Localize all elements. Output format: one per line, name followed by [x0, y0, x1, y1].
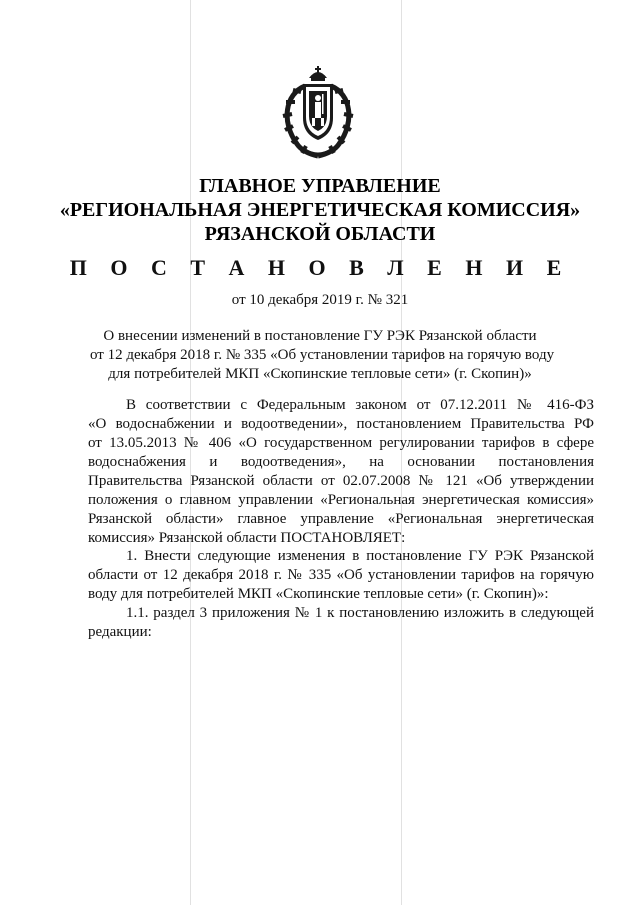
clause-line: 1.1. раздел 3 приложения № 1 к постановлению изложить в следующей — [126, 605, 594, 621]
preamble-line: от 13.05.2013 № 406 «О государственном регулировании тарифов в сфере — [88, 435, 594, 451]
clause-line: редакции: — [88, 624, 152, 640]
subject-line: для потребителей МКП «Скопинские тепловые сети» (г. Скопин)» — [108, 366, 532, 382]
preamble-line: положения о главном управлении «Региональная энергетическая комиссия» — [88, 492, 594, 508]
coat-of-arms-icon — [275, 64, 361, 160]
preamble-line: «О водоснабжении и водоотведении», постановлением Правительства РФ — [88, 416, 594, 432]
subject-line: от 12 декабря 2018 г. № 335 «Об установлении тарифов на горячую воду — [90, 347, 555, 363]
preamble-line: Рязанской области» главное управление «Региональная энергетическая — [88, 511, 594, 527]
date-and-number: от 10 декабря 2019 г. № 321 — [231, 292, 409, 308]
authority-name-line-2: «РЕГИОНАЛЬНАЯ ЭНЕРГЕТИЧЕСКАЯ КОМИССИЯ» — [59, 199, 581, 221]
subject-line: О внесении изменений в постановление ГУ РЭК Рязанской области — [103, 328, 537, 344]
authority-name-line-1: ГЛАВНОЕ УПРАВЛЕНИЕ — [199, 175, 441, 197]
document-type-title: П О С Т А Н О В Л Е Н И Е — [69, 255, 571, 280]
clause-line: области от 12 декабря 2018 г. № 335 «Об установлении тарифов на горячую — [88, 567, 594, 583]
preamble-line: В соответствии с Федеральным законом от 07.12.2011 № 416-ФЗ — [126, 397, 594, 413]
preamble-line: Правительства Рязанской области от 02.07.2008 № 121 «Об утверждении — [88, 473, 594, 489]
clause-line: 1. Внести следующие изменения в постановление ГУ РЭК Рязанской — [126, 548, 594, 564]
preamble-paragraph — [88, 396, 594, 548]
preamble-line: водоснабжения и водоотведения», на основании постановления — [88, 454, 594, 470]
document-subject — [90, 327, 555, 384]
preamble-line: комиссия» Рязанской области ПОСТАНОВЛЯЕТ: — [88, 530, 406, 546]
clause-line: воду для потребителей МКП «Скопинские тепловые сети» (г. Скопин)»: — [88, 586, 549, 602]
authority-name-line-3: РЯЗАНСКОЙ ОБЛАСТИ — [204, 223, 436, 245]
clauses-section — [88, 547, 594, 642]
